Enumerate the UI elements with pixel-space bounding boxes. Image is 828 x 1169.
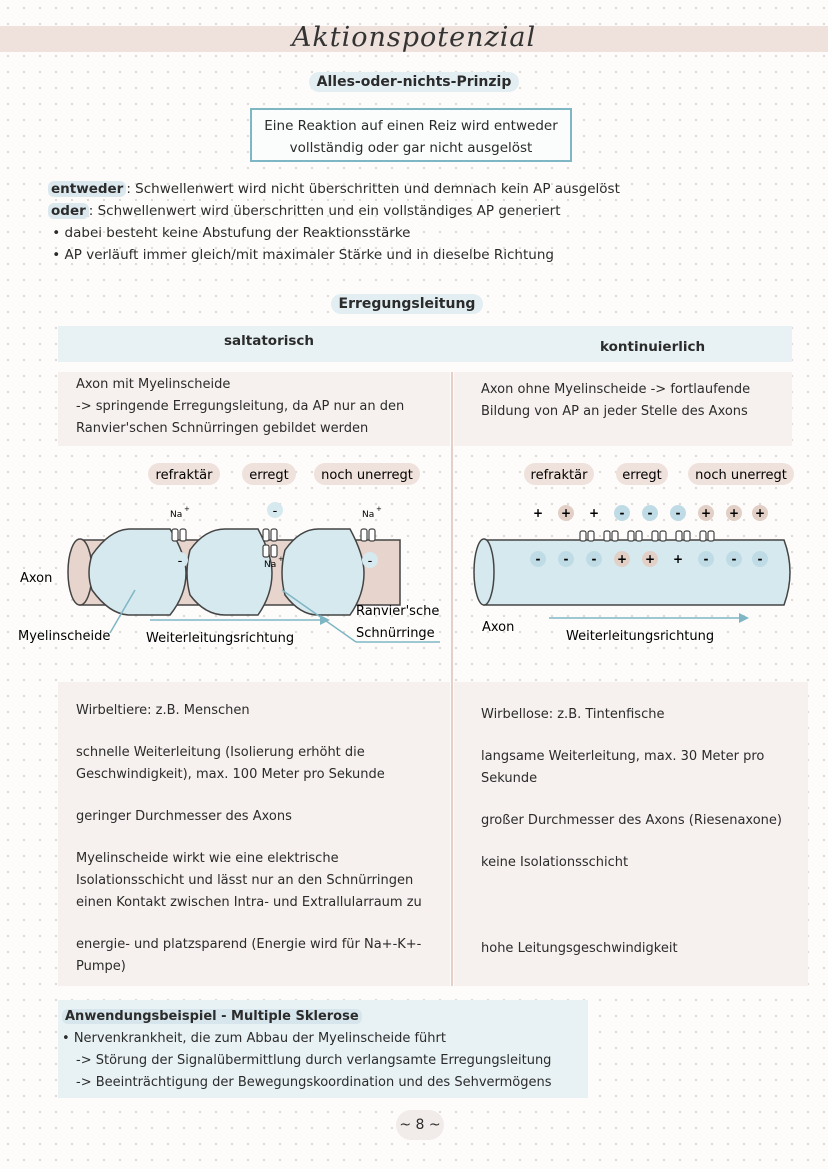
bullet-text: AP verläuft immer gleich/mit maximaler Stärke und in dieselbe Richtung bbox=[64, 247, 554, 263]
fact-text: geringer Durchmesser des Axons bbox=[76, 809, 292, 824]
desc-line: Axon ohne Myelinscheide -> fortlaufende bbox=[481, 382, 751, 397]
minus-sign: - bbox=[675, 506, 681, 520]
myelin-label: Myelinscheide bbox=[18, 629, 111, 644]
example-content bbox=[62, 1006, 622, 1094]
sodium-charge-label: + bbox=[184, 505, 190, 513]
fact-text: langsame Weiterleitung, max. 30 Meter pro bbox=[481, 749, 765, 764]
plus-sign: + bbox=[754, 506, 766, 520]
plus-sign: + bbox=[700, 506, 712, 520]
desc-line: Ranvier'schen Schnürringen gebildet werden bbox=[76, 421, 369, 436]
column-title-saltatorisch: saltatorisch bbox=[224, 333, 314, 349]
fact-text: Geschwindigkeit), max. 100 Meter pro Sekunde bbox=[76, 767, 385, 782]
bullet-item: • dabei besteht keine Abstufung der Reaktionsstärke bbox=[48, 225, 411, 241]
definition-box bbox=[250, 108, 572, 162]
entweder-label: entweder bbox=[48, 181, 126, 197]
axon-end bbox=[474, 539, 494, 605]
tag-erregt: erregt bbox=[622, 468, 662, 483]
sodium-label: Na bbox=[264, 560, 277, 570]
tag-noch-unerregt: noch unerregt bbox=[695, 468, 787, 483]
sodium-label: Na bbox=[170, 510, 183, 520]
minus-sign: - bbox=[367, 554, 373, 569]
outside-charges bbox=[533, 505, 768, 521]
fact-text: hohe Leitungsgeschwindigkeit bbox=[481, 941, 678, 956]
ranvier-label-line2: Schnürringe bbox=[356, 626, 435, 641]
bullet-item: • AP verläuft immer gleich/mit maximaler Stärke und in dieselbe Richtung bbox=[48, 247, 554, 263]
definition-line-2: vollständig oder gar nicht ausgelöst bbox=[289, 140, 533, 156]
plus-sign: + bbox=[644, 552, 656, 566]
myelin-segment bbox=[282, 529, 364, 615]
minus-sign: - bbox=[177, 554, 183, 569]
entweder-line bbox=[48, 178, 808, 200]
myelin-segment bbox=[89, 529, 186, 615]
oder-line bbox=[48, 200, 808, 222]
section-heading-alles-oder-nichts: Alles-oder-nichts-Prinzip bbox=[309, 72, 520, 92]
section-heading-wrap bbox=[0, 293, 814, 312]
minus-sign: - bbox=[591, 552, 597, 566]
ranvier-label-line1: Ranvier'sche bbox=[356, 604, 440, 619]
minus-sign: - bbox=[757, 552, 763, 566]
desc-line: Bildung von AP an jeder Stelle des Axons bbox=[481, 404, 748, 419]
myelin-segment bbox=[187, 529, 272, 615]
bullet-text: dabei besteht keine Abstufung der Reaktionsstärke bbox=[64, 225, 411, 241]
fact-text: keine Isolationsschicht bbox=[481, 855, 629, 870]
fact-text: energie- und platzsparend (Energie wird für Na+-K+- bbox=[76, 937, 422, 952]
minus-sign: - bbox=[563, 552, 569, 566]
sodium-charge-label: + bbox=[278, 555, 284, 563]
example-bullet-text: Nervenkrankheit, die zum Abbau der Myelinscheide führt bbox=[73, 1031, 446, 1046]
axon-unmyelinated bbox=[484, 540, 790, 605]
saltatory-conduction-diagram bbox=[0, 455, 450, 655]
example-bullet: • Nervenkrankheit, die zum Abbau der Myelinscheide führt bbox=[62, 1031, 446, 1046]
direction-label: Weiterleitungsrichtung bbox=[146, 631, 295, 646]
example-line: -> Beeinträchtigung der Bewegungskoordination und des Sehvermögens bbox=[76, 1075, 552, 1090]
example-heading: Anwendungsbeispiel - Multiple Sklerose bbox=[62, 1009, 362, 1024]
kontinuierlich-description bbox=[481, 379, 801, 423]
plus-sign: + bbox=[532, 506, 544, 520]
oder-text: : Schwellenwert wird überschritten und ein vollständiges AP generiert bbox=[88, 203, 561, 219]
minus-sign: - bbox=[731, 552, 737, 566]
minus-sign: - bbox=[647, 506, 653, 520]
axon-label: Axon bbox=[20, 571, 53, 586]
column-title-kontinuierlich: kontinuierlich bbox=[600, 339, 706, 355]
fact-text: Wirbellose: z.B. Tintenfische bbox=[481, 707, 665, 722]
saltatorisch-description bbox=[76, 374, 446, 440]
facts-left bbox=[76, 700, 448, 978]
fact-text: Wirbeltiere: z.B. Menschen bbox=[76, 703, 250, 718]
fact-text: schnelle Weiterleitung (Isolierung erhöht die bbox=[76, 745, 365, 760]
fact-text: einen Kontakt zwischen Intra- und Extrallularraum zu bbox=[76, 895, 422, 910]
sodium-charge-label: + bbox=[376, 505, 382, 513]
sodium-label: Na bbox=[362, 510, 375, 520]
minus-sign: - bbox=[535, 552, 541, 566]
entweder-text: : Schwellenwert wird nicht überschritten und demnach kein AP ausgelöst bbox=[126, 181, 620, 197]
fact-text: großer Durchmesser des Axons (Riesenaxone) bbox=[481, 813, 782, 828]
column-divider bbox=[451, 372, 453, 986]
desc-line: -> springende Erregungsleitung, da AP nur an den bbox=[76, 399, 405, 414]
tag-noch-unerregt: noch unerregt bbox=[321, 468, 413, 483]
fact-text: Pumpe) bbox=[76, 959, 126, 974]
tag-refraktaer: refraktär bbox=[530, 468, 588, 483]
section-heading-wrap bbox=[0, 71, 828, 90]
fact-text: Sekunde bbox=[481, 771, 538, 786]
facts-right bbox=[481, 704, 801, 960]
minus-sign: - bbox=[703, 552, 709, 566]
plus-sign: + bbox=[616, 552, 628, 566]
example-line: -> Störung der Signalübermittlung durch verlangsamte Erregungsleitung bbox=[76, 1053, 552, 1068]
plus-sign: + bbox=[588, 506, 600, 520]
inside-charges bbox=[530, 551, 768, 567]
plus-sign: + bbox=[560, 506, 572, 520]
principle-text bbox=[48, 178, 808, 266]
arrow-head-icon bbox=[739, 613, 749, 623]
axon-label: Axon bbox=[482, 620, 515, 635]
oder-label: oder bbox=[48, 203, 89, 219]
fact-text: Isolationsschicht und lässt nur an den Schnürringen bbox=[76, 873, 414, 888]
section-heading-erregungsleitung: Erregungsleitung bbox=[331, 294, 484, 314]
tag-erregt: erregt bbox=[249, 468, 289, 483]
continuous-conduction-diagram bbox=[454, 455, 814, 655]
minus-sign: - bbox=[272, 504, 278, 519]
page-title: Aktionspotenzial bbox=[291, 22, 537, 53]
page-number: ~ 8 ~ bbox=[396, 1110, 444, 1140]
plus-sign: + bbox=[672, 552, 684, 566]
definition-line-1: Eine Reaktion auf einen Reiz wird entweder bbox=[264, 118, 558, 134]
tag-refraktaer: refraktär bbox=[155, 468, 213, 483]
direction-label: Weiterleitungsrichtung bbox=[566, 629, 715, 644]
fact-text: Myelinscheide wirkt wie eine elektrische bbox=[76, 851, 339, 866]
desc-line: Axon mit Myelinscheide bbox=[76, 377, 231, 392]
plus-sign: + bbox=[728, 506, 740, 520]
minus-sign: - bbox=[619, 506, 625, 520]
